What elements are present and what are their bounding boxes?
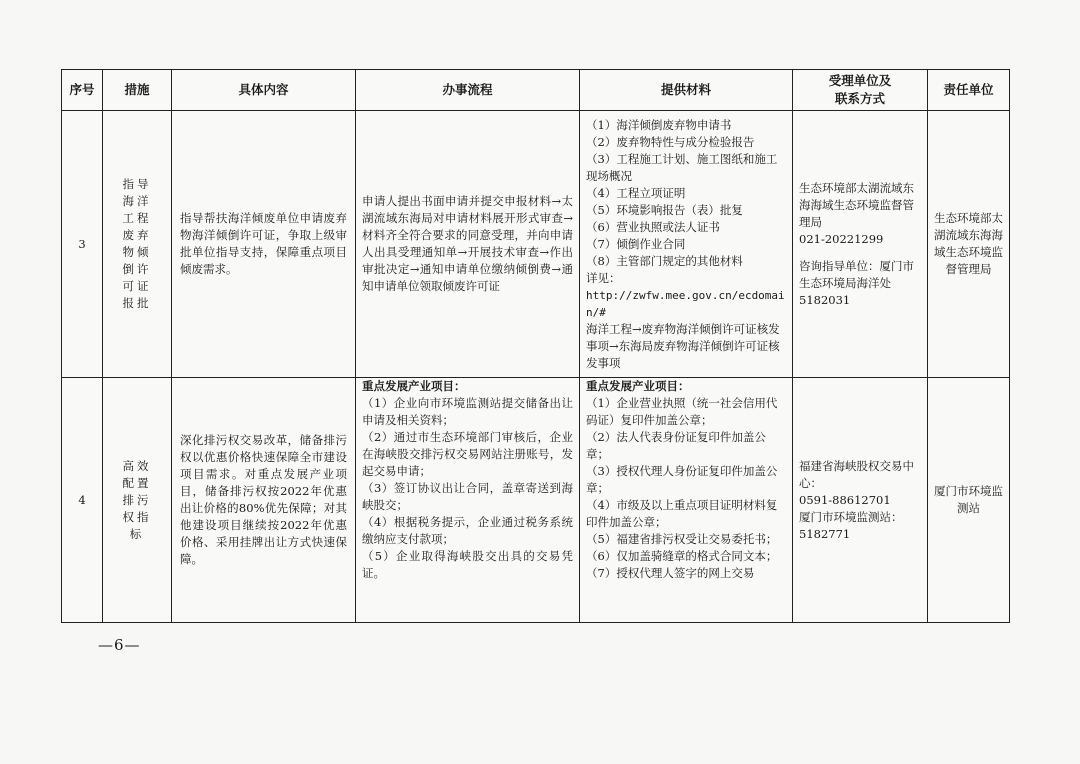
material-item: （5）环境影响报告（表）批复 (586, 202, 743, 217)
material-item: （2）法人代表身份证复印件加盖公章； (586, 430, 766, 461)
material-item: （2）废弃物特性与成分检验报告 (586, 134, 755, 149)
unit-name: 福建省海峡股权交易中心： (799, 458, 914, 490)
unit-station: 厦门市环境监测站： (799, 509, 903, 524)
unit-consult: 咨询指导单位：厦门市生态环境局海洋处 (799, 258, 914, 290)
row4-seq: 4 (62, 378, 103, 623)
material-item: （3）工程施工计划、施工图纸和施工现场概况 (586, 151, 778, 183)
header-unit-line1: 受理单位及 (828, 73, 892, 88)
material-item: （1）海洋倾倒废弃物申请书 (586, 117, 732, 132)
row4-unit (793, 378, 928, 623)
material-item: （7）授权代理人签字的网上交易 (586, 566, 755, 580)
spacer (799, 248, 921, 258)
row4-flow (356, 378, 580, 623)
table-row (62, 378, 1010, 623)
header-content: 具体内容 (172, 70, 356, 111)
header-flow: 办事流程 (356, 70, 580, 111)
flow-step: （2）通过市生态环境部门审核后，企业在海峡股交排污权交易网站注册账号，发起交易申请； (362, 430, 573, 478)
unit-phone: 021-20221299 (799, 231, 884, 246)
material-item: （4）工程立项证明 (586, 185, 686, 200)
table-row (62, 111, 1010, 378)
header-measure: 措施 (103, 70, 172, 111)
flow-title: 重点发展产业项目： (362, 379, 466, 393)
materials-title: 重点发展产业项目： (586, 379, 690, 393)
header-unit-line2: 联系方式 (834, 91, 885, 106)
row3-unit (793, 111, 928, 378)
header-unit (793, 70, 928, 111)
materials-url: http://zwfw.mee.gov.cn/ecdomain/# (586, 288, 785, 319)
material-item: （6）营业执照或法人证书 (586, 219, 720, 234)
row4-responsible: 厦门市环境监测站 (928, 378, 1010, 623)
material-item: （1）企业营业执照（统一社会信用代码证）复印件加盖公章； (586, 396, 778, 427)
row3-seq: 3 (62, 111, 103, 378)
header-row (62, 70, 1010, 111)
flow-step: （4）根据税务提示，企业通过税务系统缴纳应支付款项； (362, 515, 573, 546)
flow-step: （3）签订协议出让合同，盖章寄送到海峡股交； (362, 481, 573, 512)
unit-consult-phone: 5182031 (799, 292, 851, 307)
row3-materials (580, 111, 793, 378)
flow-step: （5）企业取得海峡股交出具的交易凭证。 (362, 549, 573, 580)
unit-name: 生态环境部太湖流域东海海域生态环境监督管理局 (799, 180, 914, 229)
material-item: （8）主管部门规定的其他材料 (586, 253, 743, 268)
flow-step: （1）企业向市环境监测站提交储备出让申请及相关资料； (362, 396, 573, 427)
page-number: —6— (98, 636, 141, 654)
materials-path: 海洋工程→废弃物海洋倾倒许可证核发事项→东海局废弃物海洋倾倒许可证核发事项 (586, 321, 780, 370)
material-item: （6）仅加盖骑缝章的格式合同文本； (586, 549, 778, 563)
material-item: （7）倾倒作业合同 (586, 236, 686, 251)
material-item: 详见： (586, 270, 621, 285)
material-item: （5）福建省排污权受让交易委托书； (586, 532, 778, 546)
header-materials: 提供材料 (580, 70, 793, 111)
row4-content: 深化排污权交易改革，储备排污权以优惠价格快速保障全市建设项目需求。对重点发展产业项目，储备排污权按2022年优惠出让价格的80%优先保障；对其他建设项目继续按2022年优惠价格、采用挂牌出让方式快速保障。 (172, 378, 356, 623)
row4-measure: 高效配置排污权指标 (103, 378, 172, 623)
header-seq: 序号 (62, 70, 103, 111)
row4-materials (580, 378, 793, 623)
row3-measure: 指导海洋工程废弃物倾倒许可证报批 (103, 111, 172, 378)
unit-station-phone: 5182771 (799, 526, 851, 541)
row3-content: 指导帮扶海洋倾废单位申请废弃物海洋倾倒许可证，争取上级审批单位指导支持，保障重点项目倾废需求。 (172, 111, 356, 378)
unit-phone: 0591-88612701 (799, 492, 891, 507)
row3-flow: 申请人提出书面申请并提交申报材料→太湖流域东海局对申请材料展开形式审查→材料齐全符合要求的同意受理，并向申请人出具受理通知单→开展技术审查→作出审批决定→通知申请单位缴纳倾倒费→通知申请单位领取倾废许可证 (356, 111, 580, 378)
material-item: （3）授权代理人身份证复印件加盖公章； (586, 464, 778, 495)
header-responsible: 责任单位 (928, 70, 1010, 111)
material-item: （4）市级及以上重点项目证明材料复印件加盖公章； (586, 498, 778, 529)
measures-table (61, 69, 1010, 623)
row3-responsible: 生态环境部太湖流域东海海域生态环境监督管理局 (928, 111, 1010, 378)
